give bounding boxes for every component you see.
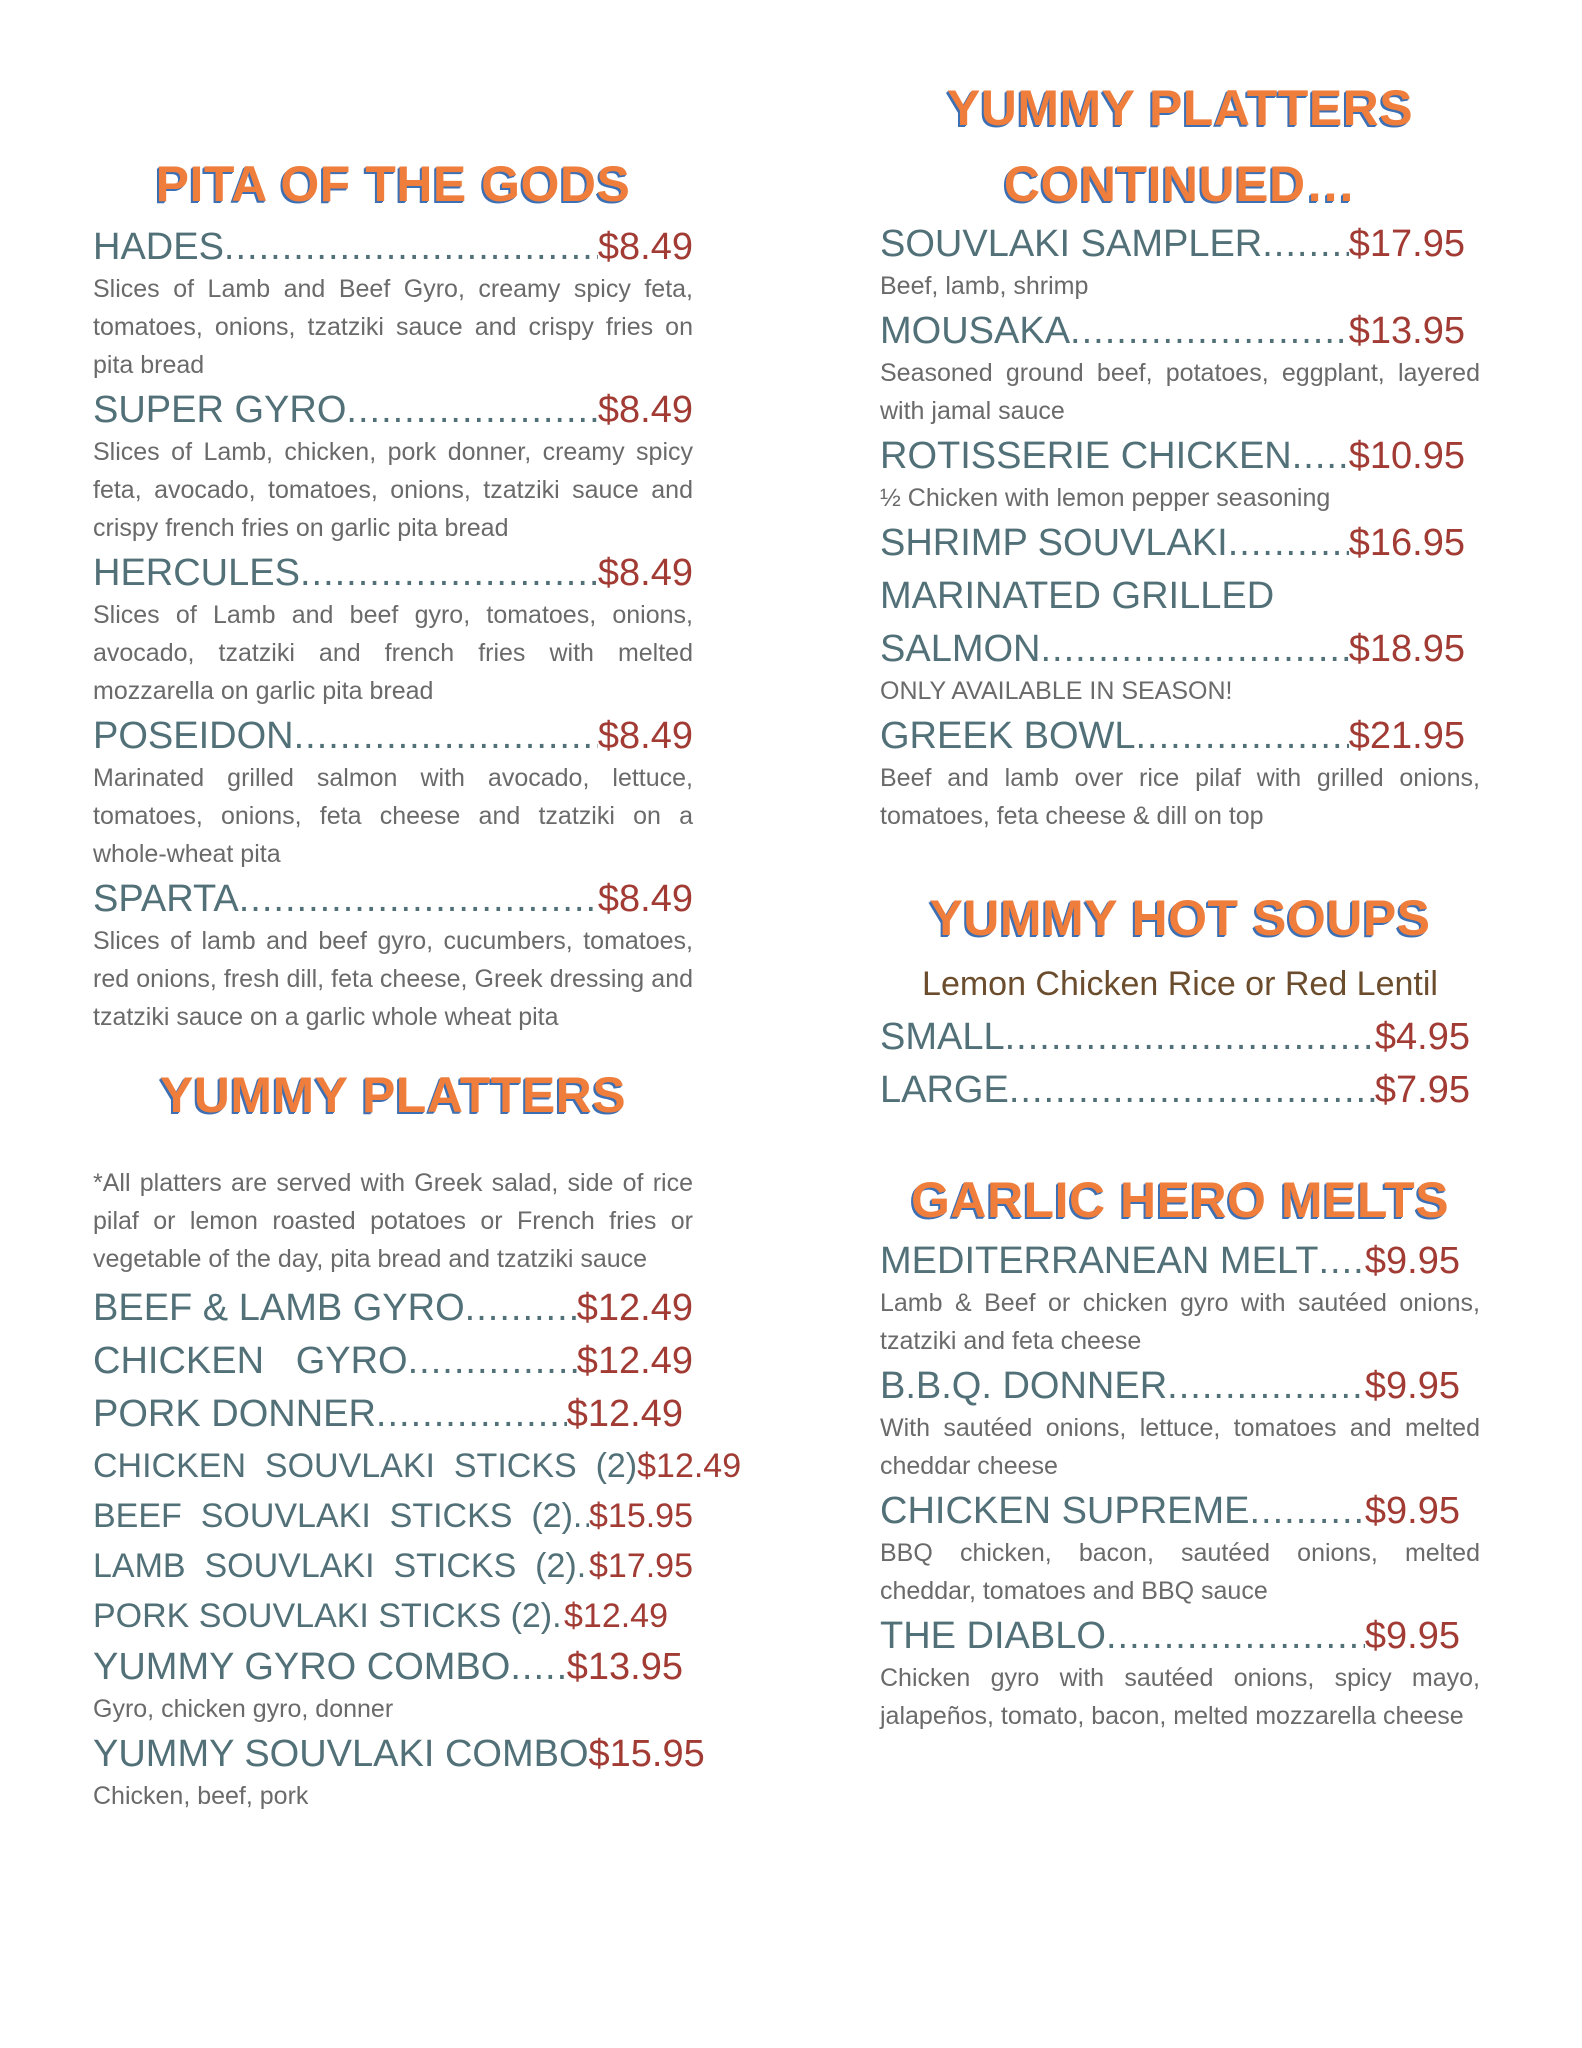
item-name: PORK DONNER (93, 1393, 376, 1435)
item-price: $15.95 (589, 1497, 693, 1535)
item-price: $9.95 (1364, 1490, 1460, 1532)
menu-item-shrimp-souvlaki (880, 517, 1465, 570)
item-description: Beef and lamb over rice pilaf with grilled onions, tomatoes, feta cheese & dill on top (880, 764, 1480, 830)
item-price: $12.49 (576, 1287, 693, 1329)
item-name: CHICKEN SUPREME (880, 1490, 1250, 1532)
item-line (880, 1485, 1460, 1538)
menu-item-super-gyro (93, 384, 693, 547)
item-price: $17.95 (1348, 223, 1465, 265)
item-line (880, 1610, 1460, 1663)
right-column (880, 70, 1480, 1735)
item-name: SHRIMP SOUVLAKI (880, 522, 1228, 564)
leader-dots (300, 547, 598, 600)
section-title-pita: PITA OF THE GODS (155, 156, 631, 212)
item-description: Gyro, chicken gyro, donner (93, 1695, 394, 1723)
menu-item-chicken-supreme (880, 1485, 1480, 1610)
item-name-line1: MARINATED GRILLED (880, 575, 1275, 617)
item-line (93, 221, 693, 274)
item-name: BEEF SOUVLAKI STICKS (2) (93, 1497, 573, 1535)
menu-item-marinated-grilled-salmon (880, 570, 1480, 710)
leader-dots (1228, 517, 1349, 570)
item-line (880, 1360, 1460, 1413)
leader-dots (1005, 1011, 1375, 1064)
item-line (93, 710, 693, 763)
section-title-platters: YUMMY PLATTERS (159, 1067, 627, 1123)
menu-item-greek-bowl (880, 710, 1480, 835)
menu-item-pork-souvlaki-sticks (93, 1591, 668, 1641)
soups-subtitle: Lemon Chicken Rice or Red Lentil (922, 965, 1438, 1003)
item-name: SPARTA (93, 878, 239, 920)
section-title-melts: GARLIC HERO MELTS (910, 1172, 1450, 1228)
item-name: THE DIABLO (880, 1615, 1106, 1657)
item-description: Beef, lamb, shrimp (880, 272, 1089, 300)
item-line (880, 710, 1465, 763)
item-line (93, 1728, 705, 1781)
item-description: BBQ chicken, bacon, sautéed onions, melted cheddar, tomatoes and BBQ sauce (880, 1539, 1480, 1605)
leader-dots (465, 1282, 577, 1335)
item-price: $17.95 (589, 1547, 693, 1585)
item-description: ½ Chicken with lemon pepper seasoning (880, 484, 1331, 512)
item-price: $8.49 (597, 715, 693, 757)
item-name: POSEIDON (93, 715, 294, 757)
item-line (880, 1235, 1460, 1288)
item-price: $21.95 (1348, 715, 1465, 757)
leader-dots (577, 1541, 589, 1591)
item-description: Chicken, beef, pork (93, 1782, 309, 1810)
item-price: $12.49 (566, 1393, 683, 1435)
leader-dots (408, 1335, 577, 1388)
menu-item-souvlaki-sampler (880, 218, 1480, 305)
item-name: PORK SOUVLAKI STICKS (2) (93, 1597, 553, 1635)
leader-dots (1040, 623, 1348, 676)
menu-item-beef-lamb-gyro (93, 1282, 693, 1335)
leader-dots (1318, 1235, 1364, 1288)
item-line (880, 623, 1465, 676)
item-name: CHICKEN SOUVLAKI STICKS (2) (93, 1447, 638, 1485)
section-title-platters-continued-line1: YUMMY PLATTERS (946, 80, 1414, 136)
section-title-platters-continued-line2: CONTINUED… (1003, 156, 1357, 212)
leader-dots (1136, 710, 1349, 763)
item-price: $13.95 (566, 1646, 683, 1688)
menu-item-hercules (93, 547, 693, 710)
item-name: HADES (93, 226, 224, 268)
menu-item-yummy-gyro-combo (93, 1641, 693, 1728)
item-name: MEDITERRANEAN MELT (880, 1240, 1319, 1282)
menu-item-the-diablo (880, 1610, 1480, 1735)
menu-item-sparta (93, 873, 693, 1036)
leader-dots (376, 1388, 567, 1441)
menu-item-yummy-souvlaki-combo (93, 1728, 705, 1815)
item-description: Lamb & Beef or chicken gyro with sautéed onions, tzatziki and feta cheese (880, 1289, 1480, 1355)
menu-item-mediterranean-melt (880, 1235, 1480, 1360)
item-price: $8.49 (597, 389, 693, 431)
item-name: MOUSAKA (880, 310, 1071, 352)
item-description: Seasoned ground beef, potatoes, eggplant, layered with jamal sauce (880, 359, 1480, 425)
menu-item-chicken-gyro (93, 1335, 693, 1388)
leader-dots (1167, 1360, 1365, 1413)
item-name: YUMMY GYRO COMBO (93, 1646, 511, 1688)
menu-item-beef-souvlaki-sticks (93, 1491, 693, 1541)
item-name: YUMMY SOUVLAKI COMBO (93, 1733, 589, 1775)
item-description: ONLY AVAILABLE IN SEASON! (880, 677, 1233, 705)
item-name: SALMON (880, 628, 1041, 670)
item-description: Slices of Lamb and Beef Gyro, creamy spicy feta, tomatoes, onions, tzatziki sauce and crispy fries on pita bread (93, 275, 693, 379)
menu-item-bbq-donner (880, 1360, 1480, 1485)
menu-item-lamb-souvlaki-sticks (93, 1541, 693, 1591)
item-name: SMALL (880, 1016, 1005, 1058)
item-price: $4.95 (1374, 1016, 1470, 1058)
item-description: Slices of Lamb, chicken, pork donner, creamy spicy feta, avocado, tomatoes, onions, tzatziki sauce and crispy french fries on garlic pita bread (93, 438, 693, 542)
item-description: Chicken gyro with sautéed onions, spicy mayo, jalapeños, tomato, bacon, melted mozzarella cheese (880, 1664, 1480, 1730)
item-price: $9.95 (1364, 1365, 1460, 1407)
item-price: $13.95 (1348, 310, 1465, 352)
item-line (93, 873, 693, 926)
leader-dots (1070, 305, 1349, 358)
item-line (93, 1641, 683, 1694)
leader-dots (552, 1591, 564, 1641)
item-name: SOUVLAKI SAMPLER (880, 223, 1263, 265)
item-price: $8.49 (597, 226, 693, 268)
leader-dots (510, 1641, 566, 1694)
leader-dots (573, 1491, 589, 1541)
item-price: $9.95 (1364, 1615, 1460, 1657)
item-name: GREEK BOWL (880, 715, 1136, 757)
item-name: CHICKEN GYRO (93, 1340, 408, 1382)
item-line (880, 430, 1465, 483)
leader-dots (1250, 1485, 1365, 1538)
item-name: HERCULES (93, 552, 300, 594)
item-price: $12.49 (637, 1447, 742, 1485)
menu-item-hades (93, 221, 693, 384)
leader-dots (294, 710, 598, 763)
leader-dots (1009, 1064, 1375, 1117)
item-name: B.B.Q. DONNER (880, 1365, 1168, 1407)
item-price: $10.95 (1348, 435, 1465, 477)
item-price: $12.49 (576, 1340, 693, 1382)
menu-item-soup-small (880, 1011, 1470, 1064)
leader-dots (1262, 218, 1349, 271)
item-line (880, 305, 1465, 358)
item-name: LAMB SOUVLAKI STICKS (2) (93, 1547, 577, 1585)
item-price: $12.49 (564, 1597, 668, 1635)
item-name: BEEF & LAMB GYRO (93, 1287, 465, 1329)
leader-dots (1106, 1610, 1365, 1663)
menu-item-poseidon (93, 710, 693, 873)
item-price: $15.95 (588, 1733, 705, 1775)
menu-item-pork-donner (93, 1388, 683, 1441)
leader-dots (1292, 430, 1349, 483)
item-description: Slices of lamb and beef gyro, cucumbers, tomatoes, red onions, fresh dill, feta cheese, Greek dressing and tzatziki sauce on a garlic whole wheat pita (93, 927, 693, 1031)
leader-dots (239, 873, 598, 926)
item-price: $8.49 (597, 552, 693, 594)
item-line (93, 384, 693, 437)
platters-note: *All platters are served with Greek salad, side of rice pilaf or lemon roasted potatoes or French fries or vegetable of the day, pita bread and tzatziki sauce (93, 1169, 693, 1273)
item-name: SUPER GYRO (93, 389, 347, 431)
item-price: $8.49 (597, 878, 693, 920)
item-name: LARGE (880, 1069, 1009, 1111)
leader-dots (224, 221, 598, 274)
item-price: $9.95 (1364, 1240, 1460, 1282)
item-description: Slices of Lamb and beef gyro, tomatoes, onions, avocado, tzatziki and french fries with melted mozzarella on garlic pita bread (93, 601, 693, 705)
left-column (93, 145, 742, 1815)
item-name: ROTISSERIE CHICKEN (880, 435, 1292, 477)
item-line (93, 547, 693, 600)
item-description: With sautéed onions, lettuce, tomatoes and melted cheddar cheese (880, 1414, 1480, 1480)
item-price: $16.95 (1348, 522, 1465, 564)
menu-item-soup-large (880, 1064, 1470, 1117)
item-price: $7.95 (1374, 1069, 1470, 1111)
item-price: $18.95 (1348, 628, 1465, 670)
menu-item-mousaka (880, 305, 1480, 430)
item-line (880, 218, 1465, 271)
menu-item-chicken-souvlaki-sticks (93, 1441, 742, 1491)
item-description: Marinated grilled salmon with avocado, lettuce, tomatoes, onions, feta cheese and tzatziki on a whole-wheat pita (93, 764, 693, 868)
menu-item-rotisserie-chicken (880, 430, 1480, 517)
leader-dots (346, 384, 598, 437)
section-title-soups: YUMMY HOT SOUPS (929, 890, 1431, 946)
